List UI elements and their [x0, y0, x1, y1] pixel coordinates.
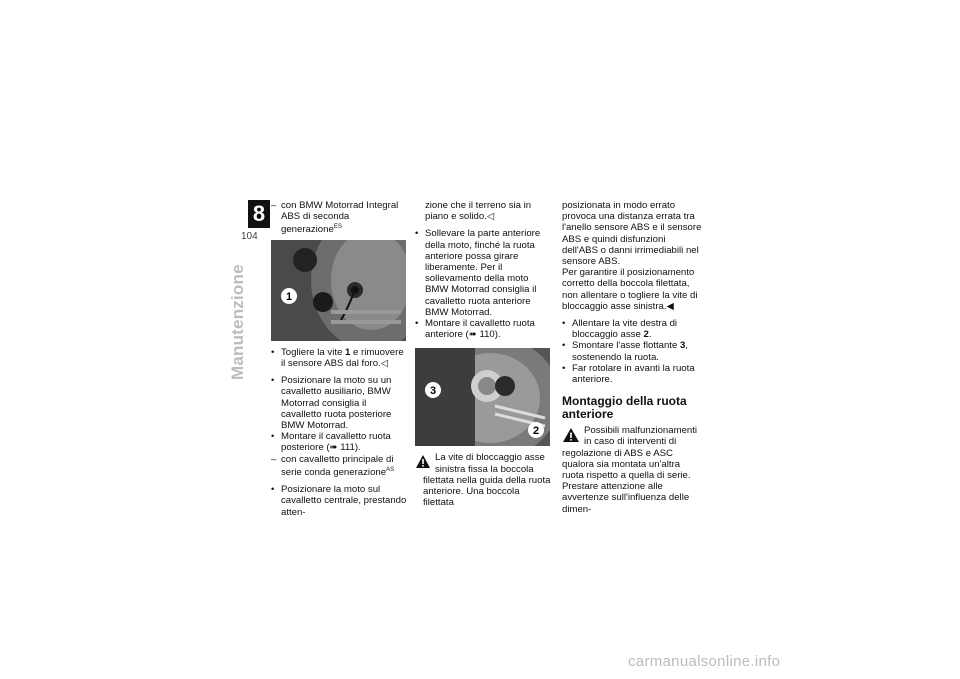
watermark-text: carmanualsonline.info: [628, 653, 781, 670]
warning-text: Possibili malfunzionamenti in caso di interventi di regolazione di ABS e ASC qualora sia montata un'altra ruota rispetto a quella di serie.: [562, 425, 698, 482]
warning-text: La vite di bloccaggio asse sinistra fissa la boccola filettata nella guida della ruota anteriore. Una boccola filettata: [423, 452, 551, 509]
figure-abs-sensor-art: [271, 240, 406, 341]
continued-text: zione che il terreno sia in piano e solido.◁: [425, 200, 532, 223]
chapter-badge: 8: [248, 200, 270, 228]
paragraph: posizionata in modo errato provoca una distanza errata tra l'anello sensore ABS e il sensore ABS e quindi disfunzioni dell'ABS o danni irrimediabili nel sensore ABS.: [562, 200, 702, 268]
paragraph: Per garantire il posizionamento corretto della boccola filettata, non allentare o togliere la vite di bloccaggio asse sinistra.◀: [562, 267, 698, 312]
side-chapter-title: Manutenzione: [228, 264, 247, 380]
column-1: [271, 200, 407, 518]
warning-icon: [562, 427, 580, 443]
bullet-item: • Posizionare la moto su un cavalletto ausiliario, BMW Motorrad consiglia il cavalletto ruota posteriore BMW Motorrad.: [271, 375, 392, 432]
warning-block: [562, 425, 702, 515]
figure-label-1: 1: [285, 290, 293, 303]
warning-icon: [415, 454, 431, 469]
dash-item: – con BMW Motorrad Integral ABS di seconda generazione$^{ES}$: [271, 200, 399, 236]
column-2: [415, 200, 551, 508]
bullet-item: • Allentare la vite destra di bloccaggio asse 2.: [562, 318, 678, 341]
figure-label-3: 3: [429, 385, 437, 398]
dash-item: – con cavalletto principale di serie conda generazione$^{AS}$: [271, 453, 395, 479]
figure-label-2: 2: [532, 425, 540, 438]
warning-block: [415, 452, 551, 508]
warning-text: Prestare attenzione alle avvertenze sull'influenza delle dimen-: [562, 481, 690, 515]
figure-wheel-axle: [415, 348, 550, 446]
column-3: [562, 200, 702, 515]
bullet-item: • Montare il cavalletto ruota posteriore (➠ 111).: [271, 431, 391, 454]
figure-abs-sensor: [271, 240, 406, 341]
page-number: 104: [241, 231, 258, 242]
bullet-item: • Togliere la vite 1 e rimuovere il sensore ABS dal foro.◁: [271, 346, 404, 369]
section-heading: Montaggio della ruota anteriore: [562, 394, 687, 422]
bullet-item: • Montare il cavalletto ruota anteriore (➠ 110).: [415, 318, 535, 341]
bullet-item: • Posizionare la moto sul cavalletto centrale, prestando atten-: [271, 484, 407, 518]
bullet-item: • Sollevare la parte anteriore della moto, finché la ruota anteriore possa girare liberamente. Per il sollevamento della moto BMW Motorrad consiglia il cavalletto ruota anteriore BMW Motorrad.: [415, 228, 541, 318]
bullet-item: • Far rotolare in avanti la ruota anteriore.: [562, 362, 695, 386]
figure-wheel-axle-art: [415, 348, 550, 446]
bullet-item: • Smontare l'asse flottante 3, sostenendo la ruota.: [562, 340, 688, 363]
